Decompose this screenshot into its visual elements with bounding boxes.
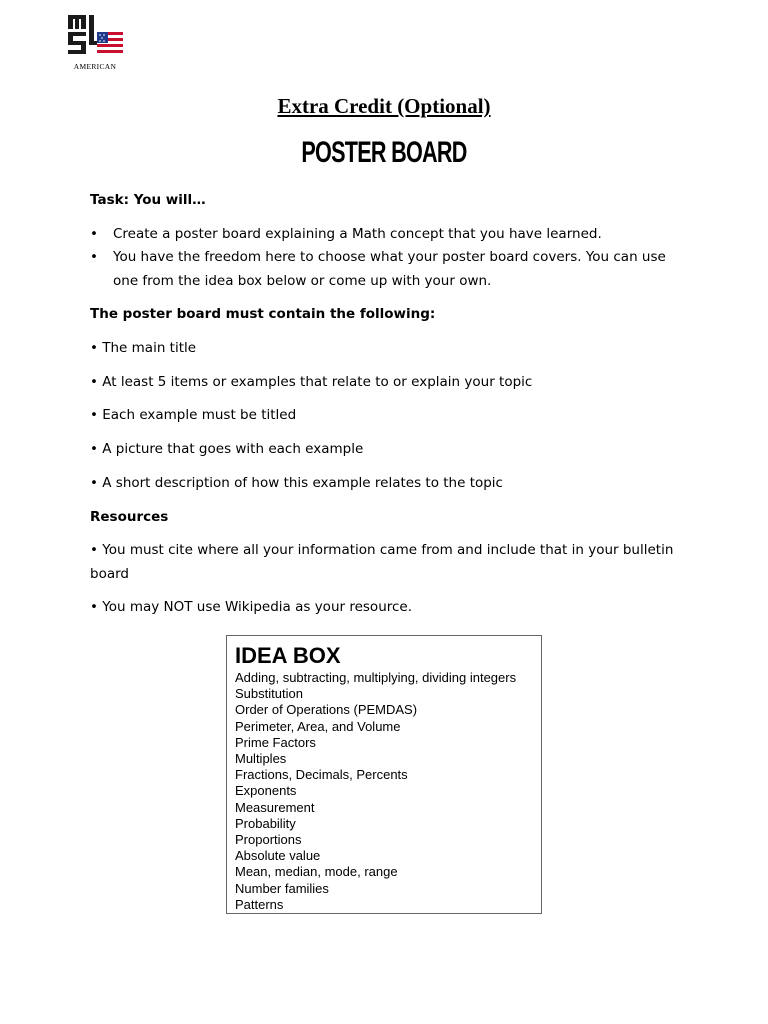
- mls-flag-logo-icon: [66, 14, 124, 62]
- idea-box: [226, 635, 542, 914]
- idea-item: Mean, median, mode, range: [235, 864, 398, 880]
- resource-item: • You may NOT use Wikipedia as your resource.: [90, 599, 413, 615]
- page-title: Extra Credit (Optional): [277, 94, 491, 118]
- idea-item: Absolute value: [235, 848, 321, 864]
- resources-heading: Resources: [90, 509, 169, 525]
- idea-item: Substitution: [235, 686, 303, 702]
- idea-item: Exponents: [235, 783, 297, 799]
- idea-item: Measurement: [235, 799, 315, 815]
- idea-item: Fractions, Decimals, Percents: [235, 767, 408, 783]
- task-bullet-text: You have the freedom here to choose what your poster board covers. You can use one from the idea box below or come up with your own.: [113, 249, 666, 289]
- task-heading: Task: You will…: [90, 192, 206, 208]
- requirement-item: • A short description of how this example relates to the topic: [90, 475, 503, 491]
- bullet-icon: •: [90, 226, 98, 242]
- task-bullet-text: Create a poster board explaining a Math concept that you have learned.: [113, 226, 602, 242]
- requirement-item: • The main title: [90, 340, 197, 356]
- logo-caption: AMERICAN: [73, 62, 117, 71]
- requirement-item: • At least 5 items or examples that relate to or explain your topic: [90, 374, 533, 390]
- idea-item: Patterns: [235, 896, 284, 912]
- resource-item: • You must cite where all your information came from and include that in your bulletin board: [90, 542, 674, 582]
- idea-item: Number families: [235, 880, 329, 896]
- requirement-item: • A picture that goes with each example: [90, 441, 364, 457]
- requirement-item: • Each example must be titled: [90, 407, 297, 423]
- idea-item: Adding, subtracting, multiplying, dividing integers: [235, 670, 517, 685]
- idea-item: Perimeter, Area, and Volume: [235, 718, 401, 734]
- idea-item: Prime Factors: [235, 734, 316, 750]
- idea-item: Multiples: [235, 751, 287, 767]
- page-subtitle: POSTER BOARD: [301, 136, 467, 169]
- requirements-heading: The poster board must contain the following:: [90, 306, 436, 322]
- school-logo: [66, 14, 124, 72]
- idea-item: Probability: [235, 815, 296, 831]
- bullet-icon: •: [90, 249, 98, 265]
- idea-box-list: [235, 670, 516, 913]
- idea-box-title: IDEA BOX: [235, 643, 341, 668]
- idea-item: Order of Operations (PEMDAS): [235, 702, 418, 718]
- idea-item: Proportions: [235, 832, 302, 848]
